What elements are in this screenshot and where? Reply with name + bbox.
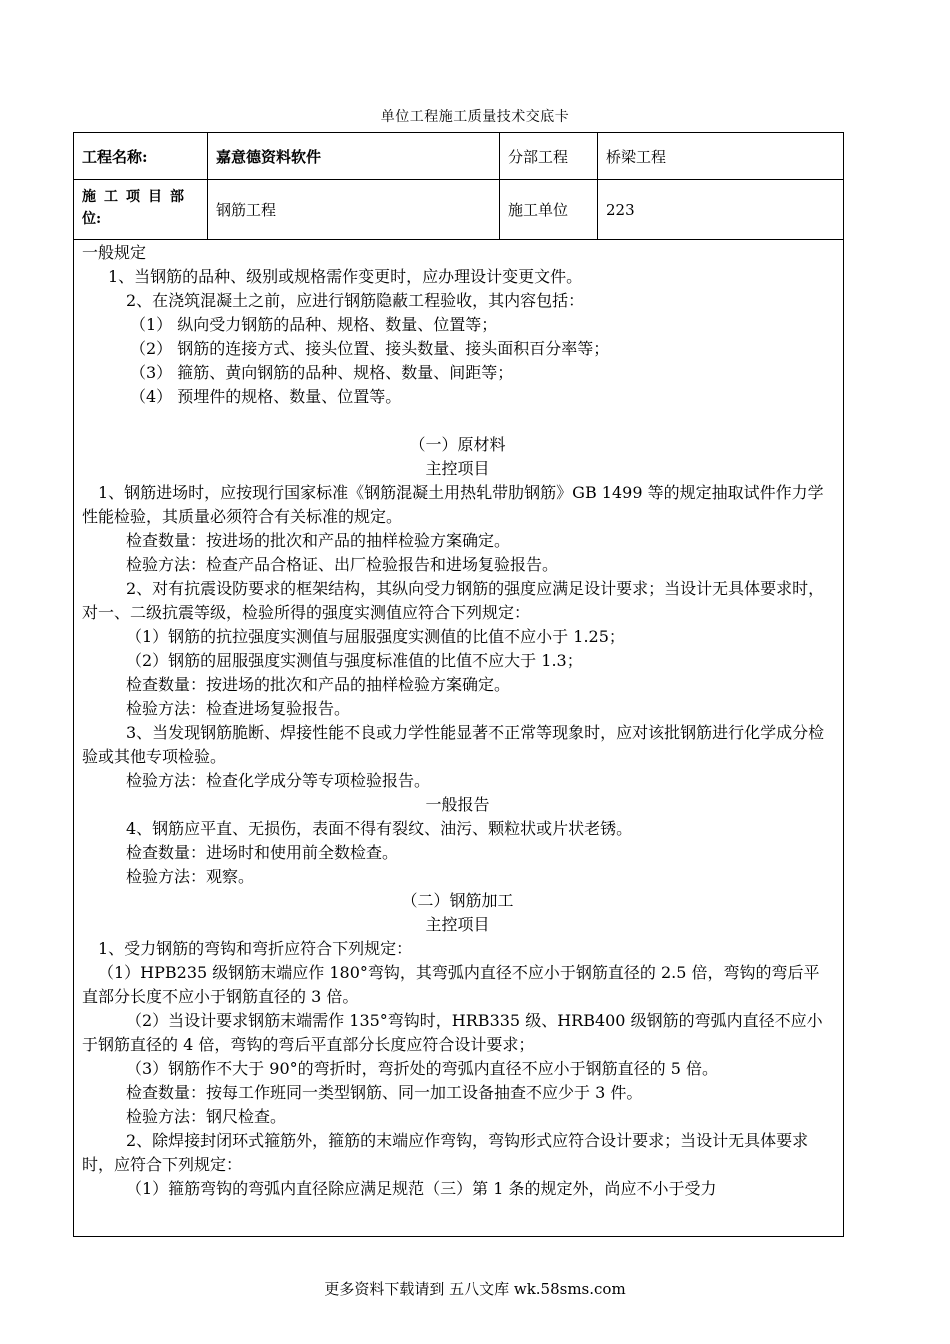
subsection-heading: 主控项目 bbox=[425, 915, 490, 934]
list-item: （4） 预埋件的规格、数量、位置等。 bbox=[130, 387, 402, 406]
list-item: （2）钢筋的屈服强度实测值与强度标准值的比值不应大于 1.3； bbox=[126, 651, 583, 670]
list-item: （1）HPB235 级钢筋末端应作 180°弯钩，其弯弧内直径不应小于钢筋直径的 2.5 倍，弯钩的弯后平直部分长度不应小于钢筋直径的 3 倍。 bbox=[82, 963, 820, 1006]
paragraph: 2、对有抗震设防要求的框架结构，其纵向受力钢筋的强度应满足设计要求；当设计无具体要求时，对一、二级抗震等级，检验所得的强度实测值应符合下列规定： bbox=[82, 579, 825, 622]
subproject-value: 桥梁工程 bbox=[606, 147, 667, 166]
subproject-label: 分部工程 bbox=[500, 133, 598, 179]
construction-unit-label: 施工单位 bbox=[500, 180, 598, 239]
paragraph: 检验方法：检查化学成分等专项检验报告。 bbox=[126, 771, 431, 790]
list-item: （1）钢筋的抗拉强度实测值与屈服强度实测值的比值不应小于 1.25； bbox=[126, 627, 625, 646]
paragraph: 检查数量：按进场的批次和产品的抽样检验方案确定。 bbox=[126, 531, 511, 550]
header-row-project bbox=[74, 133, 843, 180]
paragraph: 2、除焊接封闭环式箍筋外，箍筋的末端应作弯钩，弯钩形式应符合设计要求；当设计无具体要求时，应符合下列规定： bbox=[82, 1131, 809, 1174]
list-item: （2） 钢筋的连接方式、接头位置、接头数量、接头面积百分率等； bbox=[130, 339, 610, 358]
project-name-value: 嘉意德资料软件 bbox=[208, 133, 500, 179]
paragraph: 1、受力钢筋的弯钩和弯折应符合下列规定： bbox=[98, 939, 413, 958]
construction-item-label-main: 施工项目部 bbox=[82, 189, 192, 205]
list-item: （3）钢筋作不大于 90°的弯折时，弯折处的弯弧内直径不应小于钢筋直径的 5 倍。 bbox=[126, 1059, 718, 1078]
paragraph: 检查数量：进场时和使用前全数检查。 bbox=[126, 843, 399, 862]
document-title: 单位工程施工质量技术交底卡 bbox=[380, 109, 570, 125]
paragraph: 检验方法：检查产品合格证、出厂检验报告和进场复验报告。 bbox=[126, 555, 559, 574]
construction-unit-value: 223 bbox=[606, 200, 635, 219]
paragraph: 2、在浇筑混凝土之前，应进行钢筋隐蔽工程验收，其内容包括： bbox=[126, 291, 585, 310]
paragraph: 检查数量：按每工作班同一类型钢筋、同一加工设备抽查不应少于 3 件。 bbox=[126, 1083, 643, 1102]
paragraph: 检验方法：钢尺检查。 bbox=[126, 1107, 287, 1126]
paragraph: 1、当钢筋的品种、级别或规格需作变更时，应办理设计变更文件。 bbox=[108, 267, 583, 286]
paragraph: 4、钢筋应平直、无损伤，表面不得有裂纹、油污、颗粒状或片状老锈。 bbox=[126, 819, 633, 838]
project-name-label: 工程名称: bbox=[74, 133, 208, 179]
section-heading: （二）钢筋加工 bbox=[401, 891, 514, 910]
technical-briefing-card bbox=[73, 132, 844, 1237]
paragraph: 检验方法：检查进场复验报告。 bbox=[126, 699, 351, 718]
list-item: （2）当设计要求钢筋末端需作 135°弯钩时，HRB335 级、HRB400 级钢筋的弯弧内直径不应小于钢筋直径的 4 倍，弯钩的弯后平直部分长度应符合设计要求； bbox=[82, 1011, 823, 1054]
paragraph: 检查数量：按进场的批次和产品的抽样检验方案确定。 bbox=[126, 675, 511, 694]
construction-item-label bbox=[74, 180, 208, 239]
paragraph: 1、钢筋进场时，应按现行国家标准《钢筋混凝土用热轧带肋钢筋》GB 1499 等的规定抽取试件作力学性能检验，其质量必须符合有关标准的规定。 bbox=[82, 483, 824, 526]
section-heading: 一般规定 bbox=[82, 243, 147, 262]
list-item: （1）箍筋弯钩的弯弧内直径除应满足规范（三）第 1 条的规定外，尚应不小于受力 bbox=[126, 1179, 717, 1198]
footer-note: 更多资料下载请到 五八文库 wk.58sms.com bbox=[324, 1280, 626, 1298]
header-row-item bbox=[74, 180, 843, 240]
subsection-heading: 主控项目 bbox=[425, 459, 490, 478]
construction-item-value: 钢筋工程 bbox=[208, 180, 500, 239]
list-item: （3） 箍筋、黄向钢筋的品种、规格、数量、间距等； bbox=[130, 363, 514, 382]
construction-item-label-tail: 位: bbox=[82, 211, 102, 227]
spacer bbox=[82, 409, 833, 433]
subsection-heading: 一般报告 bbox=[425, 795, 490, 814]
section-heading: （一）原材料 bbox=[409, 435, 506, 454]
paragraph: 检验方法：观察。 bbox=[126, 867, 255, 886]
list-item: （1） 纵向受力钢筋的品种、规格、数量、位置等； bbox=[130, 315, 498, 334]
briefing-content bbox=[74, 241, 843, 1201]
paragraph: 3、当发现钢筋脆断、焊接性能不良或力学性能显著不正常等现象时，应对该批钢筋进行化学成分检验或其他专项检验。 bbox=[82, 723, 825, 766]
